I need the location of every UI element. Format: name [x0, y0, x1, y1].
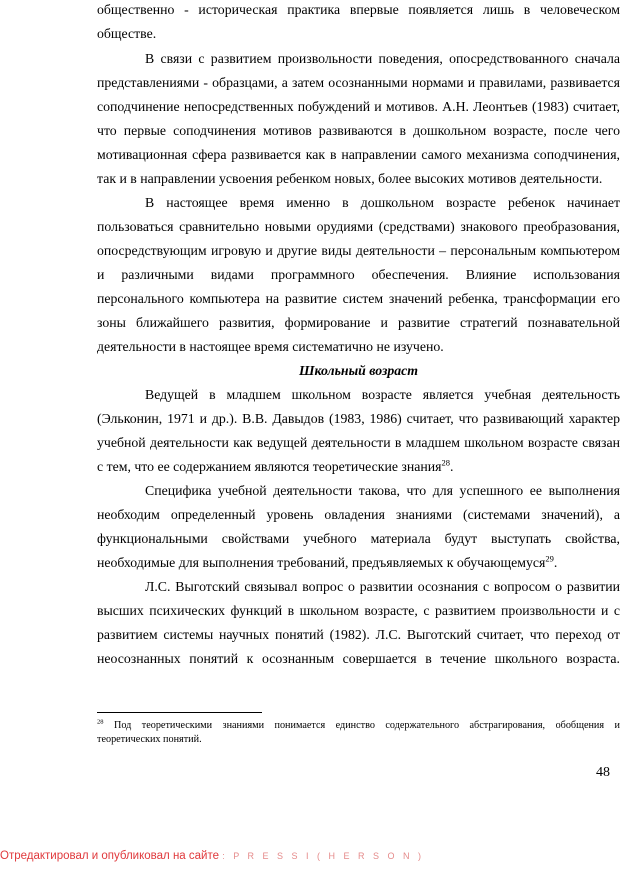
line-end: .	[553, 555, 558, 570]
text-line: (Эльконин, 1971 и др.). В.В. Давыдов (1983, 1986) считает, что развивающий характер	[97, 411, 620, 426]
footnote-ref: 29	[545, 553, 554, 564]
text-line: представлениями - образцами, а затем осознанными нормами и правилами, развивается	[97, 75, 620, 90]
text-line: так и в направлении усвоения ребенком новых, более высоких мотивов деятельности.	[97, 171, 603, 186]
text-line: высших психических функций в школьном возрасте, с развитием произвольности и с	[97, 603, 620, 618]
text-line: пользоваться сравнительно новыми орудиями (средствами) знакового преобразования,	[97, 219, 620, 234]
text-line: что первые соподчинения мотивов развиваются в дошкольном возрасте, после чего	[97, 123, 620, 138]
text-line: мотивационная сфера развивается как в направлении самого механизма соподчинения,	[97, 147, 620, 162]
text-line: функциональными свойствами учебного материала будут выступать свойства,	[97, 531, 620, 546]
text-line: соподчинение непосредственных побуждений и мотивов. А.Н. Леонтьев (1983) считает,	[97, 99, 620, 114]
text-line: необходим определенный уровень овладения знаниями (системами значений), а	[97, 507, 620, 522]
line-text: с тем, что ее содержанием являются теоретические знания	[97, 459, 442, 474]
text-line: обществе.	[97, 26, 157, 41]
line-end: .	[449, 459, 454, 474]
text-line	[97, 457, 620, 481]
paragraph-start: В связи с развитием произвольности поведения, опосредствованного сначала	[145, 51, 620, 66]
footnote-separator	[97, 712, 262, 713]
text-line: общественно - историческая практика впервые появляется лишь в человеческом	[97, 2, 620, 17]
paragraph-start: В настоящее время именно в дошкольном возрасте ребенок начинает	[145, 195, 620, 210]
footnote-number: 28	[97, 718, 104, 726]
text-line: персонального компьютера на развитие систем значений ребенка, трансформации его	[97, 291, 620, 306]
paragraph-start: Л.С. Выготский связывал вопрос о развитии осознания с вопросом о развитии	[145, 579, 620, 594]
text-line	[97, 553, 620, 577]
footnote-ref: 28	[441, 457, 450, 468]
text-line: деятельности в настоящее время систематично не изучено.	[97, 339, 444, 354]
footer-site-name: : P R E S S I ( H E R S O N )	[222, 851, 425, 861]
section-heading: Школьный возраст	[298, 363, 419, 378]
text-line: и различными видами программного обеспечения. Влияние использования	[97, 267, 620, 282]
text-line: опосредствующим игровую и другие виды деятельности – персональным компьютером	[97, 243, 620, 258]
text-line: неосознанных понятий к осознанным совершается в течение школьного возраста.	[97, 651, 620, 666]
text-line: учебной деятельности как ведущей деятельности в младшем школьном возрасте связан	[97, 435, 620, 450]
page-number: 48	[596, 765, 610, 780]
footnote-line: теоретических понятий.	[97, 734, 202, 745]
paragraph-start: Специфика учебной деятельности такова, что для успешного ее выполнения	[145, 483, 620, 498]
paragraph-start: Ведущей в младшем школьном возрасте является учебная деятельность	[145, 387, 620, 402]
footnote-text: Под теоретическими знаниями понимается единство содержательного абстрагирования, обобщения и	[113, 720, 620, 731]
footnote-line	[97, 719, 620, 733]
footer-text: Отредактировал и опубликовал на сайте	[0, 850, 219, 862]
publisher-footer	[0, 850, 424, 862]
text-line: зоны ближайшего развития, формирование и развитие стратегий познавательной	[97, 315, 620, 330]
text-line: развитием системы научных понятий (1982). Л.С. Выготский считает, что переход от	[97, 627, 620, 642]
line-text: необходимые для выполнения требований, предъявляемых к обучающемуся	[97, 555, 546, 570]
